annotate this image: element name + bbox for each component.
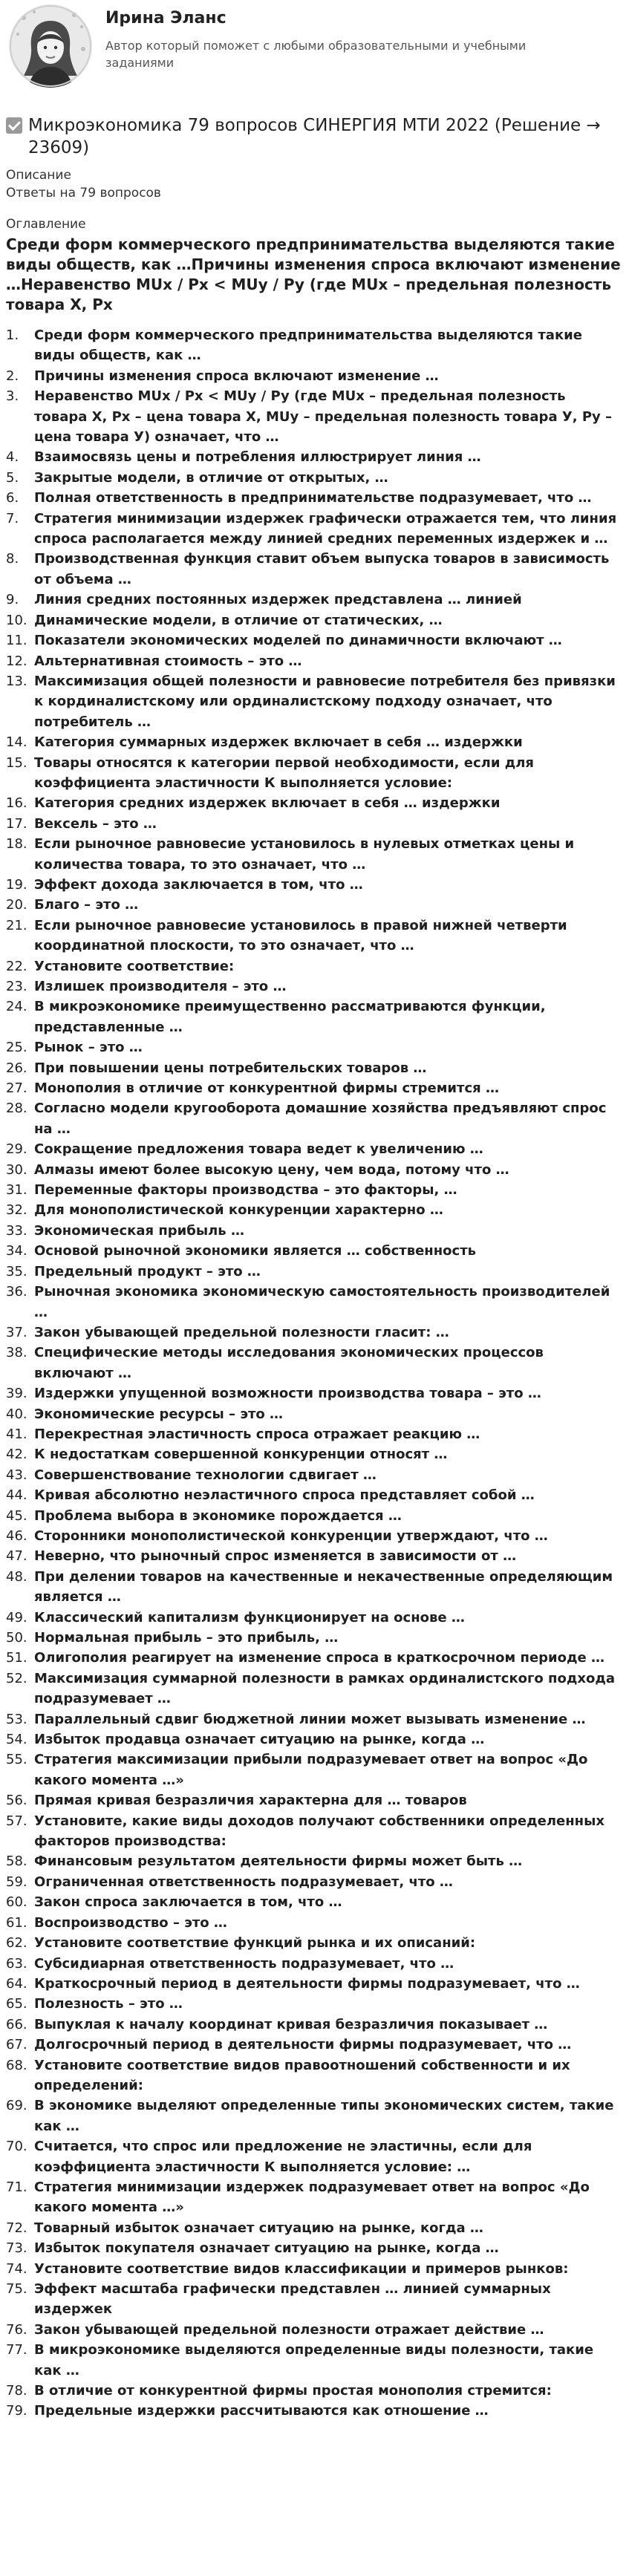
question-number: 71. [6, 2179, 27, 2195]
question-number: 16. [6, 795, 27, 812]
question-item [6, 1424, 623, 1444]
question-item [6, 468, 623, 488]
question-text: Динамические модели, в отличие от статических, … [34, 612, 443, 628]
question-number: 49. [6, 1609, 27, 1626]
question-number: 65. [6, 1996, 27, 2012]
question-item [6, 2381, 623, 2401]
question-text: Стратегия минимизации издержек графически отражается тем, что линия спроса располагается между линией средних переменных издержек и … [34, 510, 617, 547]
question-item [6, 1913, 623, 1933]
question-text: Сторонники монополистической конкуренции утверждают, что … [34, 1527, 548, 1544]
question-text: Выпуклая к началу координат кривая безразличия показывает … [34, 2016, 548, 2032]
question-item [6, 2096, 623, 2136]
question-item [6, 875, 623, 895]
question-text: В микроэкономике преимущественно рассматриваются функции, представленные … [34, 999, 546, 1035]
question-item [6, 1892, 623, 1912]
question-number: 11. [6, 633, 27, 649]
question-text: Полезность – это … [34, 1996, 183, 2012]
question-text: При делении товаров на качественные и некачественные определяющим является … [34, 1568, 613, 1605]
author-description: Автор который поможет с любыми образовательными и учебными заданиями [105, 39, 527, 70]
question-number: 12. [6, 653, 27, 669]
question-text: Кривая абсолютно неэластичного спроса представляет собой … [34, 1487, 535, 1504]
question-number: 67. [6, 2037, 27, 2053]
question-number: 37. [6, 1324, 27, 1340]
work-title [0, 100, 629, 159]
question-item [6, 1994, 623, 2014]
question-text: Товарный избыток означает ситуацию на рынке, когда … [34, 2220, 483, 2236]
question-item [6, 1078, 623, 1098]
question-number: 3. [6, 388, 19, 405]
question-number: 66. [6, 2016, 27, 2032]
question-number: 28. [6, 1100, 27, 1117]
question-item [6, 386, 623, 447]
question-number: 32. [6, 1202, 27, 1219]
question-text: Установите соответствие: [34, 958, 235, 974]
question-text: Избыток покупателя означает ситуацию на рынке, когда … [34, 2240, 499, 2257]
question-number: 34. [6, 1243, 27, 1259]
question-text: Стратегия максимизации прибыли подразумевает ответ на вопрос «До какого момента …» [34, 1752, 588, 1788]
question-number: 64. [6, 1975, 27, 1992]
question-number: 7. [6, 510, 19, 526]
question-number: 47. [6, 1548, 27, 1565]
question-item [6, 1221, 623, 1241]
question-number: 18. [6, 836, 27, 852]
question-text: Избыток продавца означает ситуацию на рынке, когда … [34, 1732, 485, 1748]
author-card[interactable] [0, 0, 629, 100]
question-item [6, 814, 623, 834]
question-item [6, 2259, 623, 2279]
question-item [6, 1954, 623, 1974]
question-text: Линия средних постоянных издержек представлена … линией [34, 592, 522, 608]
question-item [6, 1465, 623, 1485]
question-item [6, 2279, 623, 2320]
question-text: Товары относятся к категории первой необходимости, если для коэффициента эластичности К выполняется условие: [34, 754, 534, 791]
question-text: Совершенствование технологии сдвигает … [34, 1467, 377, 1483]
question-text: Альтернативная стоимость – это … [34, 653, 302, 669]
question-number: 15. [6, 754, 27, 771]
question-item [6, 1485, 623, 1505]
question-number: 72. [6, 2220, 27, 2236]
question-text: Установите, какие виды доходов получают собственники определенных факторов производства: [34, 1813, 604, 1850]
question-number: 53. [6, 1711, 27, 1727]
question-text: Рыночная экономика экономическую самостоятельность производителей … [34, 1284, 610, 1320]
question-text: Вексель – это … [34, 815, 157, 832]
question-item [6, 2177, 623, 2218]
question-number: 77. [6, 2342, 27, 2358]
question-item [6, 1872, 623, 1892]
question-item [6, 2401, 623, 2421]
question-item [6, 630, 623, 650]
question-number: 58. [6, 1853, 27, 1870]
question-number: 45. [6, 1507, 27, 1524]
question-text: Предельные издержки рассчитываются как отношение … [34, 2403, 489, 2419]
question-item [6, 1262, 623, 1282]
question-text: Максимизация суммарной полезности в рамках ординалистского подхода подразумевает … [34, 1670, 616, 1707]
question-number: 4. [6, 449, 19, 466]
question-number: 55. [6, 1752, 27, 1768]
question-text: Среди форм коммерческого предпринимательства выделяются такие виды обществ, как … [34, 327, 582, 364]
question-text: Установите соответствие видов классификации и примеров рынков: [34, 2260, 569, 2277]
question-number: 6. [6, 490, 19, 506]
question-item [6, 2015, 623, 2035]
question-number: 52. [6, 1670, 27, 1686]
question-number: 48. [6, 1568, 27, 1585]
question-number: 63. [6, 1955, 27, 1972]
question-item [6, 1506, 623, 1526]
question-number: 8. [6, 551, 19, 567]
question-number: 39. [6, 1386, 27, 1402]
question-text: При повышении цены потребительских товаров … [34, 1060, 427, 1076]
question-item [6, 1851, 623, 1871]
question-text: Сокращение предложения товара ведет к увеличению … [34, 1141, 483, 1158]
question-text: Перекрестная эластичность спроса отражает реакцию … [34, 1426, 480, 1442]
question-item [6, 1160, 623, 1180]
question-item [6, 997, 623, 1037]
question-text: Если рыночное равновесие установилось в нулевых отметках цены и количества товара, то это означает, что … [34, 836, 575, 873]
question-text: Стратегия минимизации издержек подразумевает ответ на вопрос «До какого момента …» [34, 2179, 590, 2216]
question-text: Неравенство MUx / Px < MUy / Py (где MUx – предельная полезность товара X, Px – цена товара X, MUy – предельная полезность товара У, Ру – цена товара У) означает, что … [34, 388, 613, 446]
question-text: Переменные факторы производства – это факторы, … [34, 1182, 457, 1199]
question-item [6, 956, 623, 976]
question-item [6, 1669, 623, 1709]
description-text: Ответы на 79 вопросов [6, 186, 161, 200]
question-number: 1. [6, 327, 19, 343]
question-number: 57. [6, 1813, 27, 1829]
question-number: 76. [6, 2321, 27, 2338]
question-text: Излишек производителя – это … [34, 979, 287, 994]
question-number: 62. [6, 1935, 27, 1951]
question-number: 73. [6, 2240, 27, 2257]
question-number: 42. [6, 1447, 27, 1463]
question-text: Предельный продукт – это … [34, 1263, 261, 1279]
question-number: 38. [6, 1345, 27, 1361]
question-number: 24. [6, 999, 27, 1015]
question-number: 61. [6, 1914, 27, 1931]
question-text: Проблема выбора в экономике порождается … [34, 1507, 402, 1524]
question-item [6, 732, 623, 752]
question-item [6, 1404, 623, 1424]
question-number: 74. [6, 2260, 27, 2277]
question-text: Экономическая прибыль … [34, 1222, 244, 1239]
question-item [6, 1139, 623, 1159]
question-number: 43. [6, 1467, 27, 1483]
question-item [6, 1567, 623, 1608]
question-number: 68. [6, 2057, 27, 2073]
question-text: Закрытые модели, в отличие от открытых, … [34, 469, 388, 486]
question-text: Ограниченная ответственность подразумевает, что … [34, 1874, 453, 1890]
question-text: Если рыночное равновесие установилось в правой нижней четверти координатной плоскости, то это означает, что … [34, 917, 567, 954]
question-number: 36. [6, 1284, 27, 1300]
question-item [6, 1933, 623, 1953]
question-number: 50. [6, 1630, 27, 1646]
question-item [6, 976, 623, 997]
toc-summary: Среди форм коммерческого предпринимательства выделяются такие виды обществ, как …Причины изменения спроса включают изменение …Неравенство MUx / Px < MUy / Py (где MUx – предельная полезность товара X, Px [6, 235, 621, 313]
question-number: 41. [6, 1426, 27, 1442]
question-item [6, 2035, 623, 2055]
question-number: 26. [6, 1060, 27, 1076]
checkbox-icon [6, 117, 22, 134]
question-item [6, 2218, 623, 2238]
question-text: В экономике выделяют определенные типы экономических систем, такие как … [34, 2098, 614, 2134]
question-number: 44. [6, 1487, 27, 1504]
question-text: Согласно модели кругооборота домашние хозяйства предъявляют спрос на … [34, 1100, 607, 1137]
question-text: Установите соответствие функций рынка и их описаний: [34, 1935, 476, 1951]
question-item [6, 2238, 623, 2258]
question-number: 54. [6, 1732, 27, 1748]
question-text: Закон спроса заключается в том, что … [34, 1894, 342, 1911]
question-item [6, 1383, 623, 1403]
question-number: 22. [6, 958, 27, 974]
question-text: Экономические ресурсы – это … [34, 1406, 284, 1422]
question-number: 31. [6, 1182, 27, 1199]
question-number: 21. [6, 917, 27, 933]
question-item [6, 1180, 623, 1200]
toc-label: Оглавление [6, 217, 86, 232]
question-text: Для монополистической конкуренции характерно … [34, 1202, 443, 1219]
question-text: В микроэкономике выделяются определенные виды полезности, такие как … [34, 2342, 594, 2378]
question-item [6, 1323, 623, 1343]
question-number: 10. [6, 612, 27, 628]
author-name[interactable]: Ирина Эланс [105, 9, 226, 27]
question-text: Прямая кривая безразличия характерна для … товаров [34, 1793, 467, 1809]
question-item [6, 590, 623, 610]
question-text: Основой рыночной экономики является … собственность [34, 1243, 477, 1259]
question-text: Издержки упущенной возможности производства товара – это … [34, 1386, 541, 1402]
question-text: Алмазы имеют более высокую цену, чем вода, потому что … [34, 1161, 509, 1178]
question-number: 70. [6, 2139, 27, 2155]
question-text: Олигополия реагирует на изменение спроса в краткосрочном периоде … [34, 1650, 605, 1666]
question-item [6, 1811, 623, 1852]
questions-list [0, 325, 629, 2422]
question-item [6, 651, 623, 671]
question-item [6, 1526, 623, 1546]
question-text: Нормальная прибыль – это прибыль, … [34, 1630, 339, 1646]
question-item [6, 1628, 623, 1648]
question-number: 19. [6, 876, 27, 893]
question-number: 56. [6, 1793, 27, 1809]
question-text: Благо – это … [34, 897, 139, 913]
question-number: 20. [6, 897, 27, 913]
question-text: К недостаткам совершенной конкуренции относят … [34, 1447, 448, 1463]
question-item [6, 2055, 623, 2096]
question-number: 27. [6, 1080, 27, 1097]
question-number: 78. [6, 2383, 27, 2399]
question-item [6, 1282, 623, 1323]
question-text: В отличие от конкурентной фирмы простая монополия стремится: [34, 2383, 552, 2399]
author-avatar[interactable] [9, 4, 92, 88]
question-text: Эффект масштаба графически представлен … линией суммарных издержек [34, 2281, 551, 2318]
question-text: Монополия в отличие от конкурентной фирмы стремится … [34, 1080, 499, 1097]
question-text: Эффект дохода заключается в том, что … [34, 876, 363, 893]
question-item [6, 447, 623, 467]
question-text: Полная ответственность в предпринимательстве подразумевает, что … [34, 490, 592, 506]
question-text: Параллельный сдвиг бюджетной линии может вызывать изменение … [34, 1711, 586, 1727]
question-text: Закон убывающей предельной полезности гласит: … [34, 1324, 449, 1340]
question-item [6, 2136, 623, 2177]
question-item [6, 1709, 623, 1729]
question-item [6, 2340, 623, 2381]
question-text: Причины изменения спроса включают изменение … [34, 368, 439, 384]
question-number: 75. [6, 2281, 27, 2297]
question-number: 14. [6, 734, 27, 751]
question-number: 69. [6, 2098, 27, 2114]
question-item [6, 1750, 623, 1790]
question-number: 46. [6, 1527, 27, 1544]
question-number: 51. [6, 1650, 27, 1666]
question-item [6, 1200, 623, 1220]
question-item [6, 325, 623, 366]
question-item [6, 1648, 623, 1668]
question-item [6, 671, 623, 732]
question-text: Закон убывающей предельной полезности отражает действие … [34, 2321, 544, 2338]
question-number: 9. [6, 592, 19, 608]
question-text: Долгосрочный период в деятельности фирмы подразумевает, что … [34, 2037, 572, 2053]
question-text: Показатели экономических моделей по динамичности включают … [34, 633, 562, 649]
question-item [6, 895, 623, 915]
question-item [6, 834, 623, 875]
question-text: Считается, что спрос или предложение не эластичны, если для коэффициента эластичности К выполняется условие: … [34, 2139, 532, 2175]
question-text: Максимизация общей полезности и равновесие потребителя без привязки к кординалистскому или ординалистскому подходу означает, что потребитель … [34, 673, 616, 730]
description-label: Описание [6, 168, 71, 183]
question-number: 29. [6, 1141, 27, 1158]
question-number: 33. [6, 1222, 27, 1239]
question-text: Производственная функция ставит объем выпуска товаров в зависимость от объема … [34, 551, 610, 587]
question-item [6, 2320, 623, 2340]
question-item [6, 366, 623, 386]
question-item [6, 1058, 623, 1078]
question-number: 25. [6, 1040, 27, 1056]
question-number: 30. [6, 1161, 27, 1178]
question-item [6, 1608, 623, 1628]
question-text: Категория средних издержек включает в себя … издержки [34, 795, 501, 812]
question-item [6, 610, 623, 630]
question-text: Рынок – это … [34, 1040, 143, 1056]
question-item [6, 1343, 623, 1383]
question-number: 5. [6, 469, 19, 486]
question-text: Специфические методы исследования экономических процессов включают … [34, 1345, 544, 1381]
question-item [6, 1790, 623, 1810]
question-text: Установите соответствие видов правоотношений собственности и их определений: [34, 2057, 570, 2093]
question-item [6, 509, 623, 550]
question-item [6, 549, 623, 590]
question-item [6, 1546, 623, 1566]
question-text: Взаимосвязь цены и потребления иллюстрирует линия … [34, 449, 481, 466]
question-text: Категория суммарных издержек включает в себя … издержки [34, 734, 523, 751]
question-item [6, 1974, 623, 1994]
question-number: 60. [6, 1894, 27, 1911]
question-number: 40. [6, 1406, 27, 1422]
question-number: 13. [6, 673, 27, 689]
question-text: Классический капитализм функционирует на основе … [34, 1609, 465, 1626]
question-item [6, 1444, 623, 1464]
question-item [6, 916, 623, 956]
question-number: 23. [6, 979, 27, 994]
question-text: Финансовым результатом деятельности фирмы может быть … [34, 1853, 523, 1870]
work-title-text: Микроэкономика 79 вопросов СИНЕРГИЯ МТИ 2022 (Решение → 23609) [28, 116, 601, 157]
question-text: Воспроизводство – это … [34, 1914, 227, 1931]
question-item [6, 1241, 623, 1261]
question-number: 2. [6, 368, 19, 384]
question-text: Субсидиарная ответственность подразумевает, что … [34, 1955, 454, 1972]
question-item [6, 793, 623, 813]
question-number: 35. [6, 1263, 27, 1279]
question-item [6, 1729, 623, 1750]
question-item [6, 753, 623, 794]
question-item [6, 1098, 623, 1139]
question-text: Краткосрочный период в деятельности фирмы подразумевает, что … [34, 1975, 580, 1992]
question-text: Неверно, что рыночный спрос изменяется в зависимости от … [34, 1548, 517, 1565]
question-item [6, 1037, 623, 1057]
question-number: 79. [6, 2403, 27, 2419]
question-item [6, 488, 623, 508]
question-number: 59. [6, 1874, 27, 1890]
question-number: 17. [6, 815, 27, 832]
